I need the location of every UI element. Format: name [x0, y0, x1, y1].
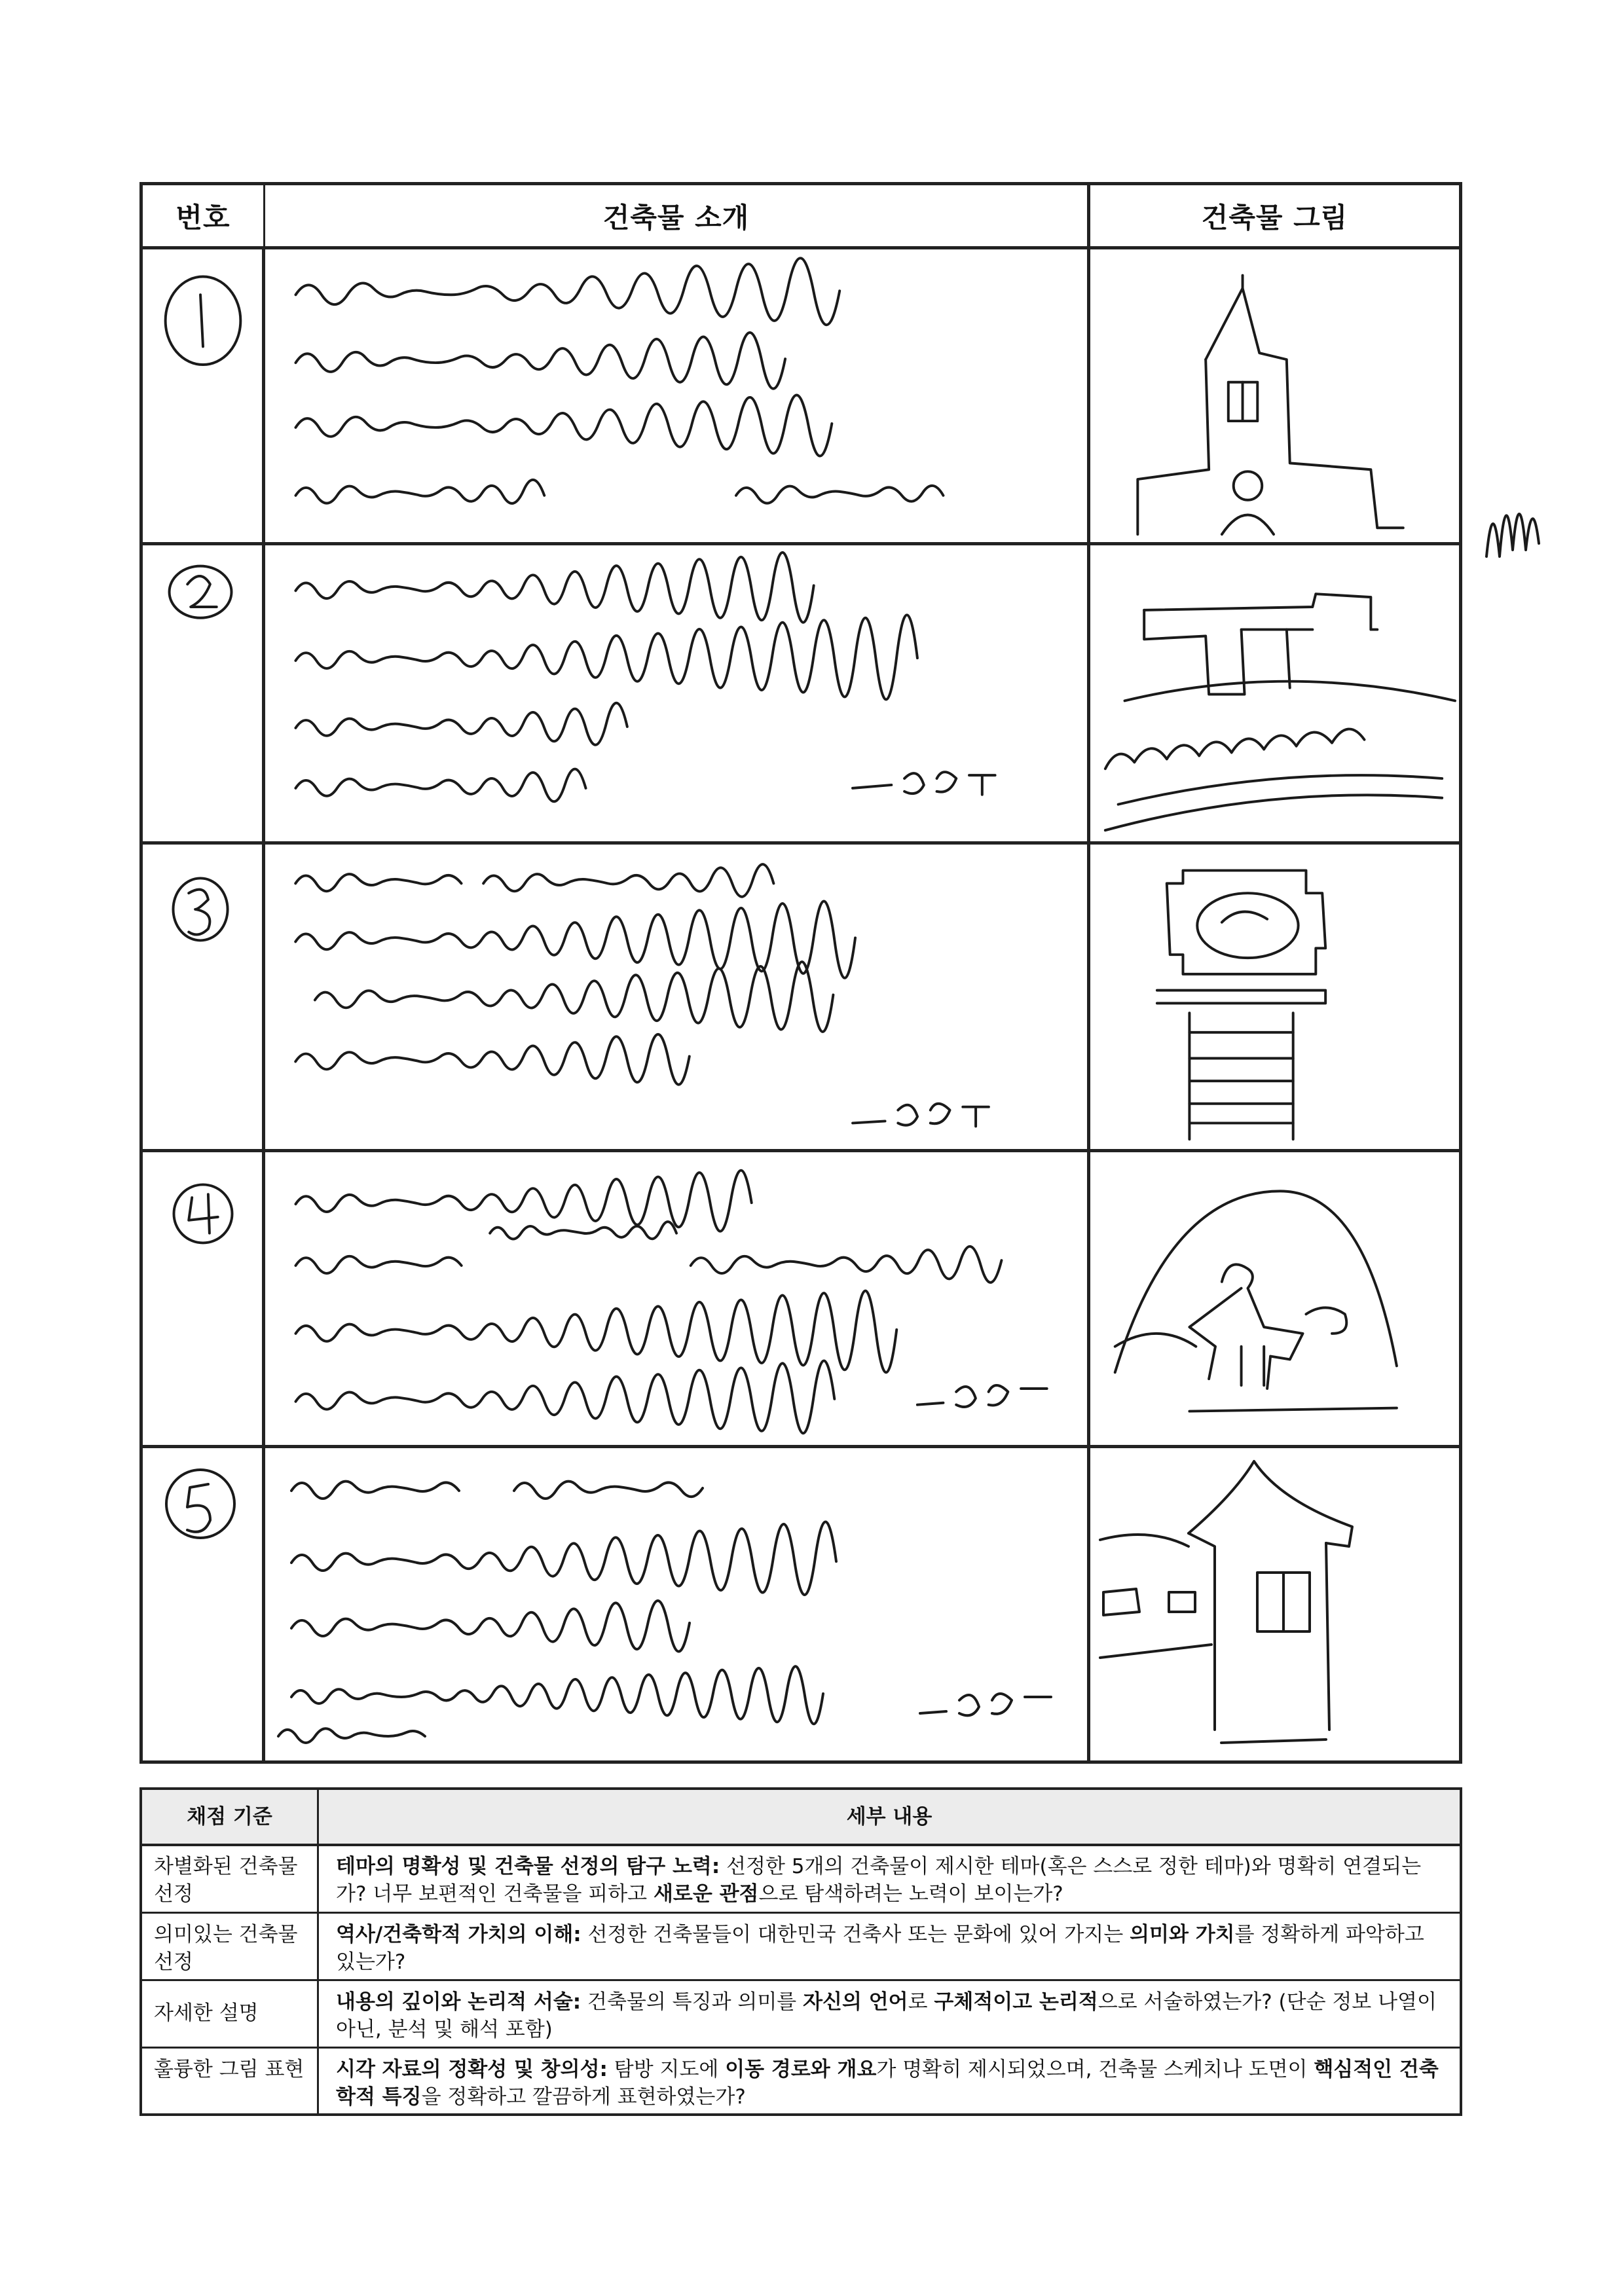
- detail-lead: 내용의 깊이와 논리적 서술:: [336, 1990, 581, 2014]
- rubric-row: [142, 2047, 1460, 2113]
- handwritten-number-circle: [143, 845, 262, 1149]
- criteria-cell: 훌륭한 그림 표현: [142, 2047, 319, 2113]
- detail-text: 을 정확하고 깔끔하게 표현하였는가?: [421, 2085, 746, 2109]
- detail-emphasis: 구체적이고 논리적: [934, 1990, 1098, 2014]
- handwritten-number-circle: [143, 249, 262, 542]
- detail-emphasis: 새로운 관점: [653, 1882, 759, 1906]
- handwritten-description: [265, 1152, 1087, 1445]
- detail-text: 건축물의 특징과 의미를: [581, 1990, 803, 2014]
- row-number-cell: [143, 1448, 262, 1764]
- row-number-cell: [143, 1152, 262, 1445]
- handwritten-number-circle: [143, 545, 262, 841]
- building-sketch: [1090, 845, 1459, 1149]
- header-detail: 세부 내용: [846, 1805, 932, 1829]
- header-building-drawing: 건축물 그림: [1090, 185, 1459, 249]
- detail-text: 로: [908, 1990, 934, 2014]
- rubric-row: [142, 1979, 1460, 2049]
- detail-text: 선정한 5개의 건축물이 제시한 테마(혹은 스스로 정한 테마)와 명확히 연결되는가? 너무 보편적인 건축물을 피하고: [336, 1855, 1422, 1906]
- handwritten-description: [265, 249, 1087, 542]
- detail-cell: [319, 2047, 1460, 2113]
- detail-emphasis: 이동 경로와 개요: [725, 2058, 877, 2081]
- handwritten-number-circle: [143, 1448, 262, 1764]
- detail-text: 선정한 건축물들이 대한민국 건축사 또는 문화에 있어 가지는: [581, 1923, 1130, 1946]
- detail-text: 를 정확하게 파악하고 있는가?: [336, 1923, 1424, 1974]
- detail-text: 으로 탐색하려는 노력이 보이는가?: [758, 1882, 1063, 1906]
- detail-text: 탐방 지도에: [607, 2058, 726, 2081]
- detail-text: 가 명확히 제시되었으며, 건축물 스케치나 도면이: [876, 2058, 1314, 2081]
- handwritten-description: [265, 1448, 1087, 1764]
- table-row: [143, 845, 1459, 1152]
- detail-lead: 역사/건축학적 가치의 이해:: [336, 1923, 581, 1946]
- criteria-cell: 자세한 설명: [142, 1979, 319, 2047]
- row-number-cell: [143, 249, 262, 542]
- worksheet-table: [139, 182, 1462, 1764]
- detail-emphasis: 의미와 가치: [1130, 1923, 1235, 1946]
- detail-emphasis: 자신의 언어: [803, 1990, 908, 2014]
- building-sketch: [1090, 545, 1459, 841]
- row-number-cell: [143, 845, 262, 1149]
- rubric-row: [142, 1912, 1460, 1981]
- detail-text: 으로 서술하였는가? (단순 정보 나열이 아닌, 분석 및 해석 포함): [336, 1990, 1437, 2041]
- detail-lead: 시각 자료의 정확성 및 창의성:: [336, 2058, 608, 2081]
- handwritten-number-circle: [143, 1152, 262, 1445]
- header-building-intro: 건축물 소개: [265, 185, 1087, 249]
- table-row: [143, 1448, 1459, 1764]
- building-sketch: [1090, 249, 1459, 542]
- criteria-cell: 차별화된 건축물 선정: [142, 1844, 319, 1912]
- detail-lead: 테마의 명확성 및 건축물 선정의 탐구 노력:: [336, 1855, 720, 1878]
- rubric-row: [142, 1844, 1460, 1914]
- detail-emphasis: 핵심적인 건축학적 특징: [336, 2058, 1439, 2109]
- header-number: 번호: [143, 185, 263, 249]
- grading-rubric-table: [139, 1787, 1462, 2116]
- table-row: [143, 249, 1459, 545]
- building-sketch: [1090, 1448, 1459, 1764]
- detail-cell: [319, 1844, 1460, 1912]
- rubric-header-row: [142, 1790, 1460, 1846]
- criteria-cell: 의미있는 건축물 선정: [142, 1912, 319, 1979]
- table-row: [143, 1152, 1459, 1448]
- handwritten-description: [265, 845, 1087, 1149]
- row-number-cell: [143, 545, 262, 841]
- table-row: [143, 545, 1459, 845]
- detail-cell: [319, 1979, 1460, 2047]
- detail-cell: [319, 1912, 1460, 1979]
- building-sketch: [1090, 1152, 1459, 1445]
- margin-scribble: [1480, 458, 1545, 576]
- handwritten-description: [265, 545, 1087, 841]
- header-criteria: 채점 기준: [142, 1790, 319, 1844]
